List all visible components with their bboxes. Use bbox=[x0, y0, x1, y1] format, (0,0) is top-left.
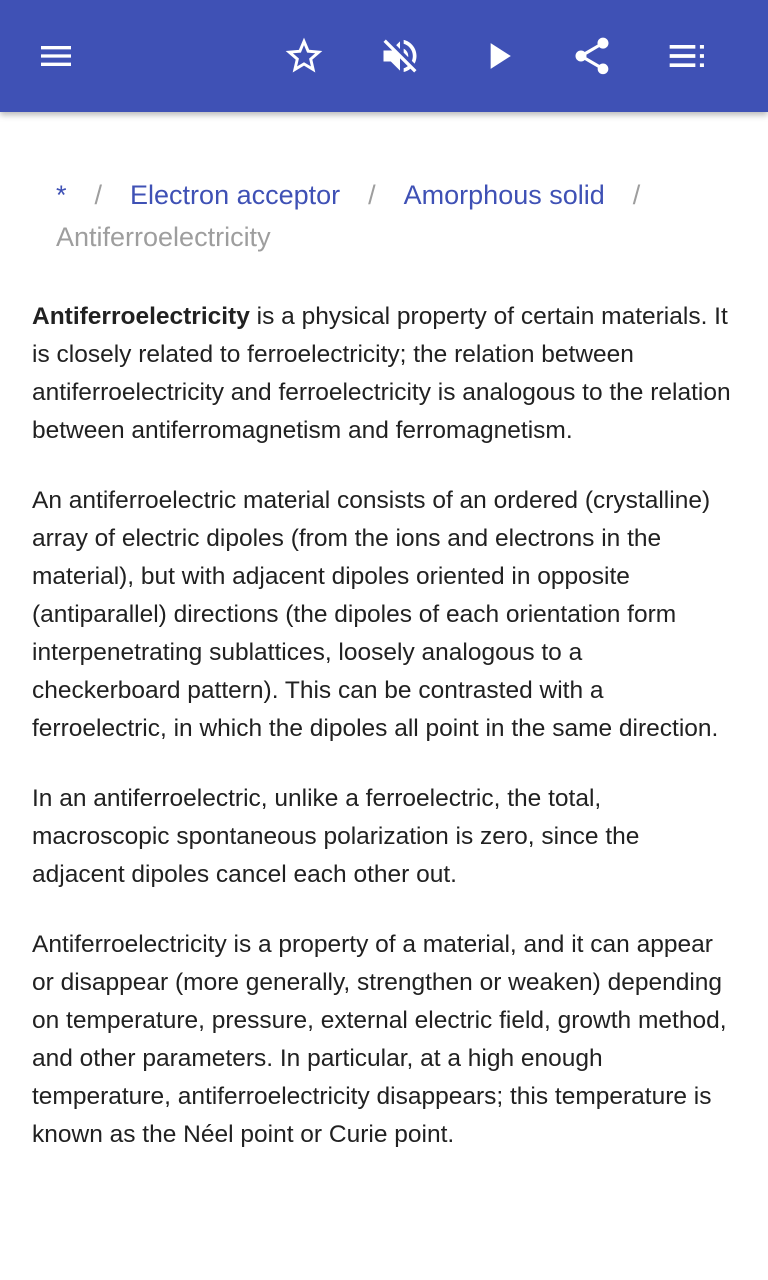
paragraph-4: Antiferroelectricity is a property of a material, and it can appear or disappear (more generally, strengthen or weaken) depending on temperature, pressure, external electric field, growth method, and other parameters. In particular, at a high enough temperature, antiferroelectricity disappears; this temperature is known as the Néel point or Curie point. bbox=[32, 931, 727, 1148]
mute-button[interactable] bbox=[372, 28, 428, 84]
breadcrumb-separator: / bbox=[368, 180, 376, 210]
breadcrumb-item-electron-acceptor[interactable]: Electron acceptor bbox=[130, 180, 341, 210]
breadcrumb-separator: / bbox=[632, 180, 641, 210]
volume-off-icon bbox=[378, 34, 422, 78]
breadcrumb-current: Antiferroelectricity bbox=[56, 222, 271, 252]
menu-button[interactable] bbox=[28, 28, 84, 84]
play-button[interactable] bbox=[470, 28, 526, 84]
paragraph-2: An antiferroelectric material consists of an ordered (crystalline) array of electric dipoles (from the ions and electrons in the material), but with adjacent dipoles oriented in opposite (antiparallel) directions (the dipoles of each orientation form interpenetrating sublattices, loosely analogous to a checkerboard pattern). This can be contrasted with a ferroelectric, in which the dipoles all point in the same direction. bbox=[32, 487, 719, 742]
breadcrumb bbox=[56, 174, 736, 258]
breadcrumb-item-home[interactable]: * bbox=[56, 180, 67, 210]
article-title-term: Antiferroelectricity bbox=[32, 303, 250, 330]
paragraph-1-text: is a physical property of certain materials. It is closely related to ferroelectricity; the relation between antiferroelectricity and ferroelectricity is analogous to the relation between antiferromagnetism and ferromagnetism. bbox=[32, 303, 731, 444]
breadcrumb-separator: / bbox=[94, 180, 103, 210]
paragraph-3: In an antiferroelectric, unlike a ferroelectric, the total, macroscopic spontaneous polarization is zero, since the adjacent dipoles cancel each other out. bbox=[32, 785, 640, 888]
share-icon bbox=[570, 34, 614, 78]
favorite-button[interactable] bbox=[276, 28, 332, 84]
article-body bbox=[32, 298, 736, 1186]
breadcrumb-item-amorphous-solid[interactable]: Amorphous solid bbox=[403, 180, 605, 210]
star-outline-icon bbox=[282, 34, 326, 78]
play-icon bbox=[476, 34, 520, 78]
page-content bbox=[0, 112, 768, 1280]
paragraph-1 bbox=[32, 298, 736, 450]
share-button[interactable] bbox=[564, 28, 620, 84]
top-app-bar bbox=[0, 0, 768, 112]
playlist-icon bbox=[666, 34, 710, 78]
menu-icon bbox=[36, 36, 76, 76]
playlist-button[interactable] bbox=[660, 28, 716, 84]
